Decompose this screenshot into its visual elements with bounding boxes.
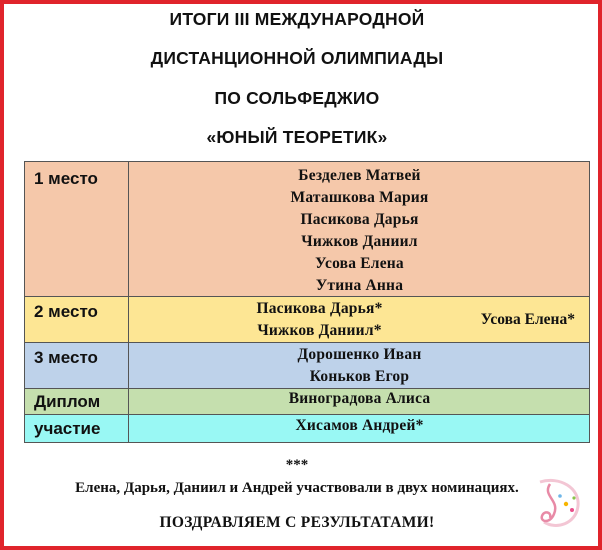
participant-name: Хисамов Андрей* (295, 417, 424, 434)
participant-name: Чижков Даниил (301, 233, 418, 250)
participant-name-extra: Усова Елена* (480, 311, 575, 328)
participant-name: Маташкова Мария (290, 189, 429, 206)
footnote-text: Елена, Дарья, Даниил и Андрей участвовали в двух номинациях. (75, 480, 519, 496)
names-cell (130, 389, 589, 414)
participant-name: Виноградова Алиса (288, 390, 431, 407)
participant-name: Дорошенко Иван (297, 346, 422, 363)
names-cell (130, 343, 589, 388)
participant-name: Коньков Егор (309, 368, 410, 385)
results-row-participation (25, 415, 589, 442)
place-label: 3 место (25, 343, 129, 388)
names-cell (130, 162, 589, 296)
title-line-4: «ЮНЫЙ ТЕОРЕТИК» (206, 127, 388, 147)
congratulations-text: ПОЗДРАВЛЯЕМ С РЕЗУЛЬТАТАМИ! (159, 514, 435, 531)
participant-name: Пасикова Дарья (300, 211, 419, 228)
place-label: 1 место (25, 162, 129, 296)
participant-name: Чижков Даниил* (257, 322, 382, 339)
results-row-second-place (25, 297, 589, 343)
participant-name: Усова Елена (315, 255, 404, 272)
participant-name: Утина Анна (315, 277, 404, 294)
title-line-1: ИТОГИ III МЕЖДУНАРОДНОЙ (169, 9, 425, 29)
title-line-3: ПО СОЛЬФЕДЖИО (214, 88, 380, 108)
results-row-diploma (25, 389, 589, 415)
names-cell (130, 297, 589, 342)
results-row-first-place (25, 162, 589, 297)
title-line-2: ДИСТАНЦИОННОЙ ОЛИМПИАДЫ (150, 48, 444, 68)
place-label: участие (25, 415, 129, 442)
music-note-logo-icon (530, 474, 586, 534)
results-table (24, 161, 590, 443)
separator-stars: *** (285, 457, 309, 473)
place-label: Диплом (25, 389, 129, 414)
place-label: 2 место (25, 297, 129, 342)
names-cell (130, 415, 589, 442)
results-row-third-place (25, 343, 589, 389)
participant-name: Безделев Матвей (298, 167, 421, 184)
participant-name: Пасикова Дарья* (256, 300, 383, 317)
